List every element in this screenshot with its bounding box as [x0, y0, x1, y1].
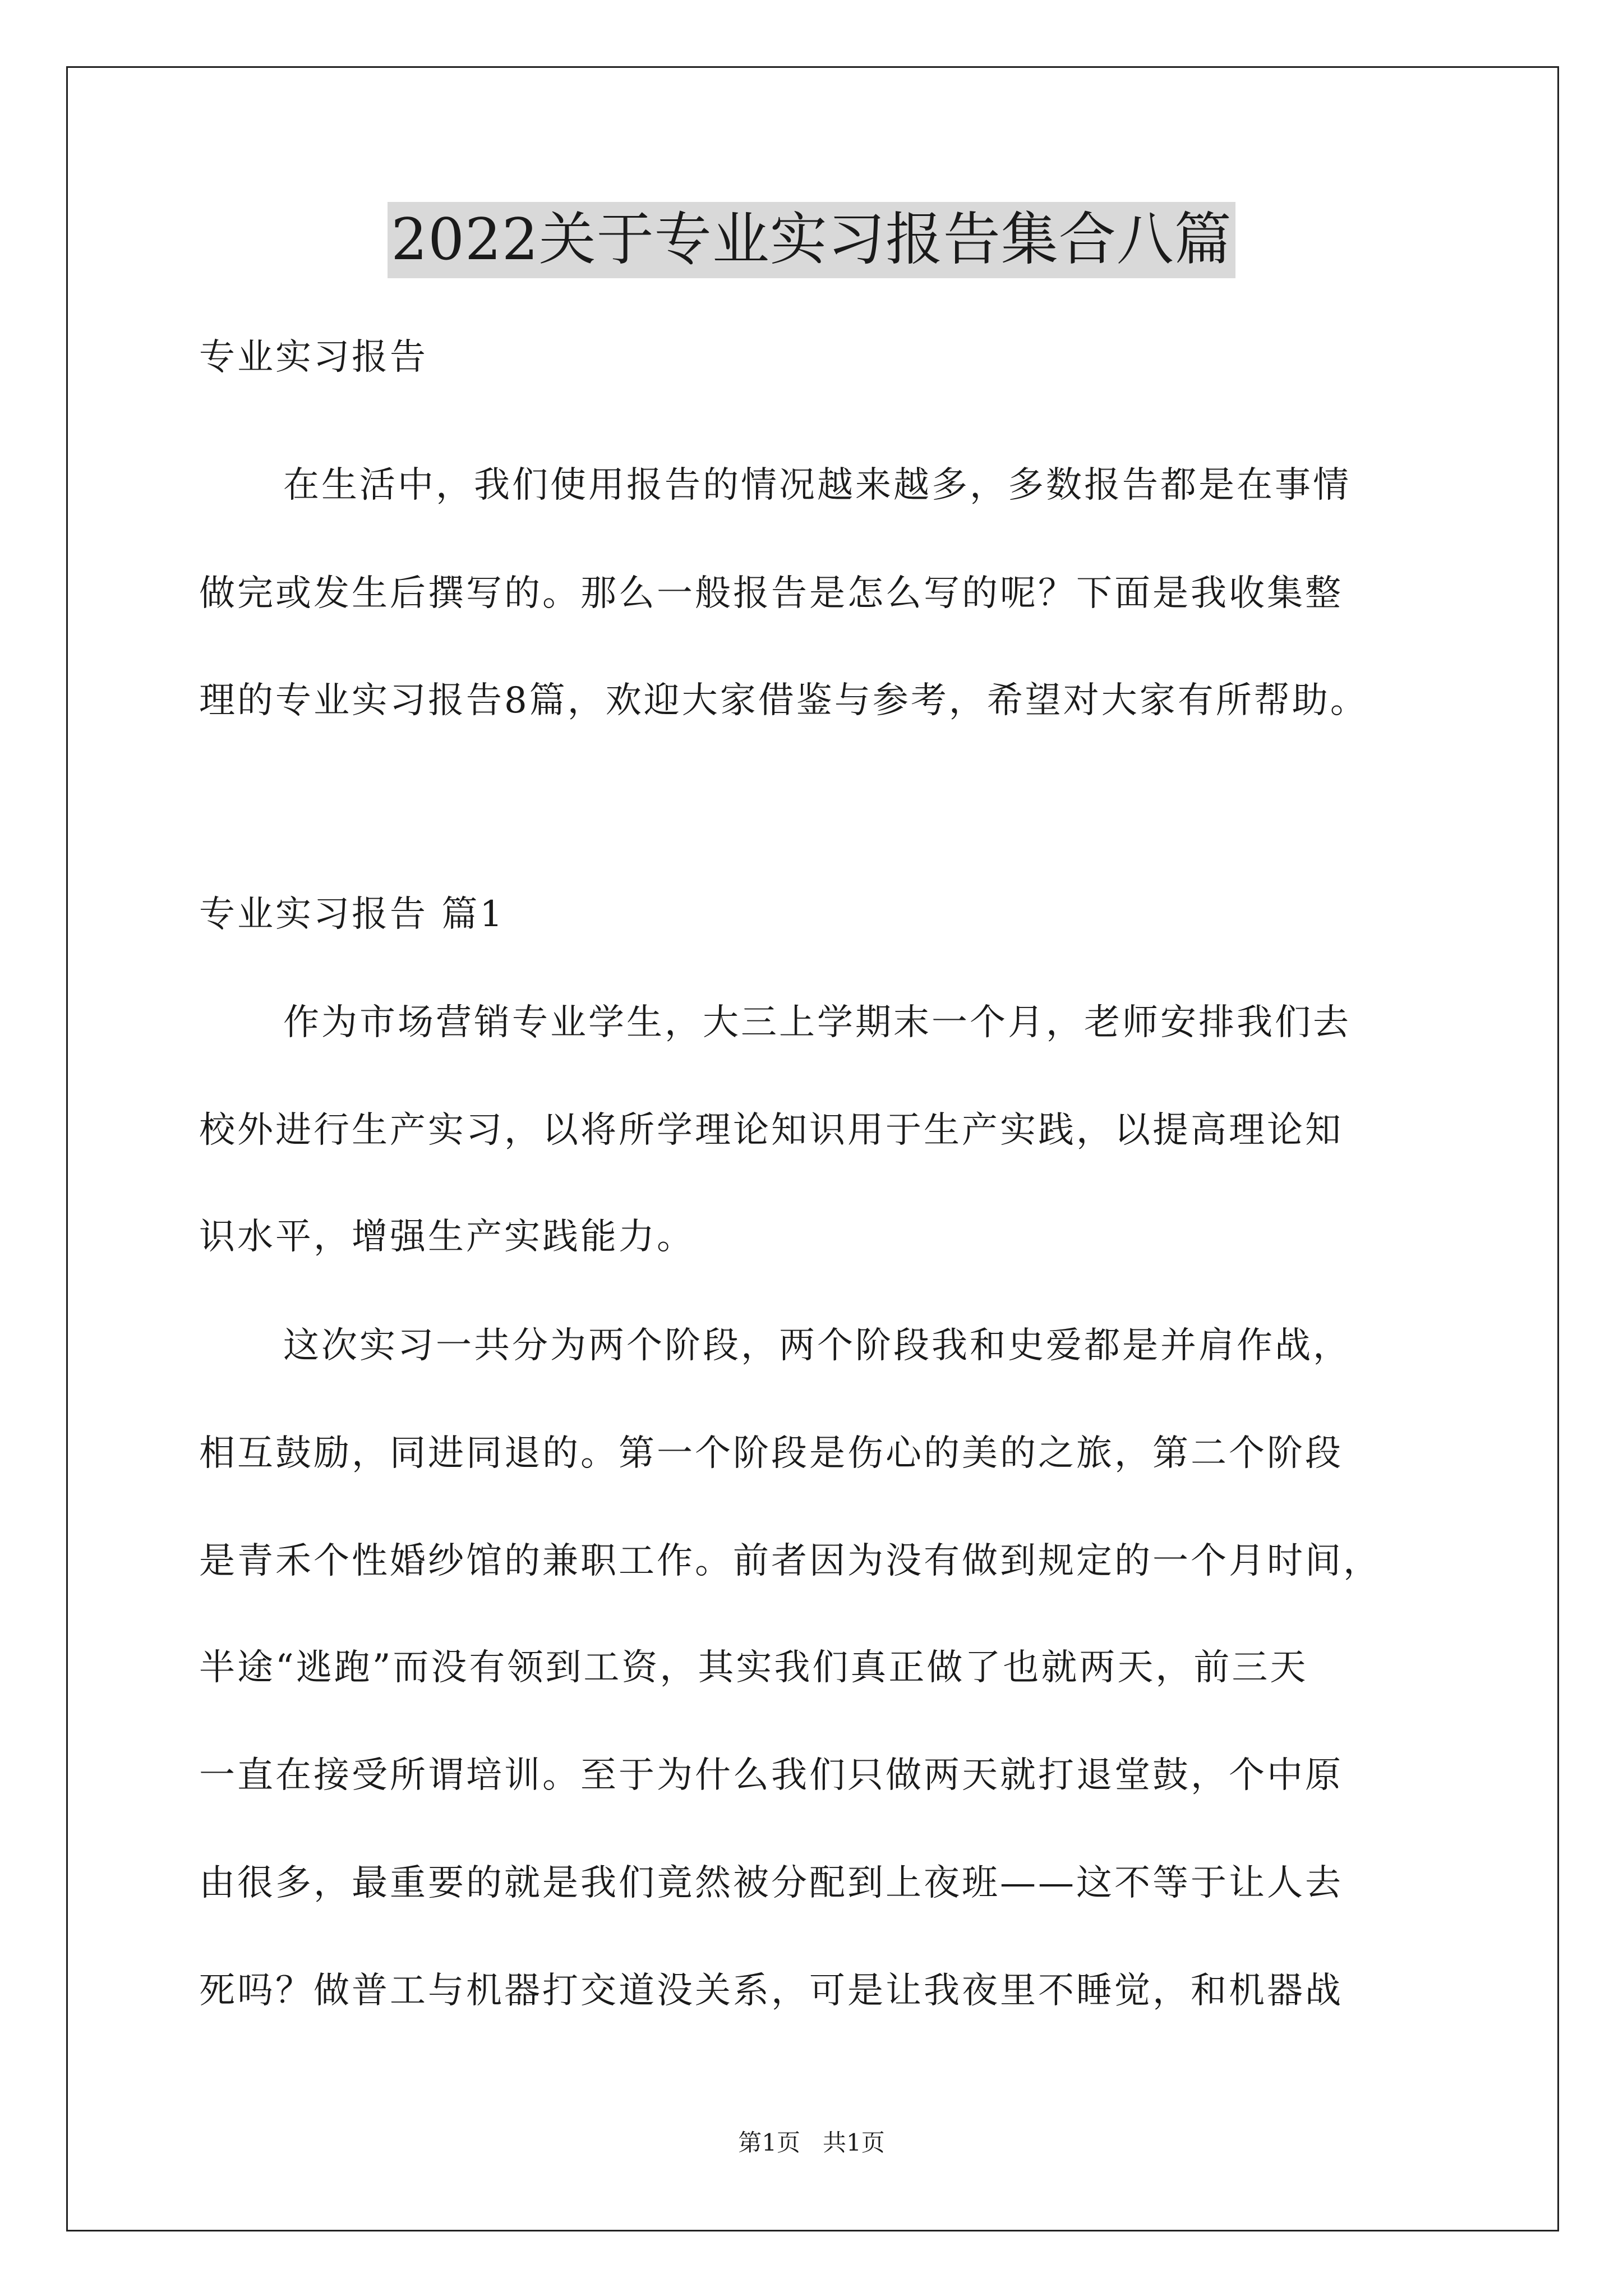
paragraph-line: 校外进行生产实习，以将所学理论知识用于生产实践，以提高理论知 — [199, 1110, 1343, 1151]
paragraph-line: 相互鼓励，同进同退的。第一个阶段是伤心的美的之旅，第二个阶段 — [199, 1433, 1343, 1474]
page-number: 第1页 — [738, 2129, 800, 2156]
intro-line: 做完或发生后撰写的。那么一般报告是怎么写的呢？下面是我收集整 — [199, 573, 1343, 614]
page-footer — [0, 2126, 1623, 2160]
intro-line: 理的专业实习报告8篇，欢迎大家借鉴与参考，希望对大家有所帮助。 — [199, 680, 1368, 721]
intro-heading: 专业实习报告 — [199, 337, 428, 378]
paragraph-line: 是青禾个性婚纱馆的兼职工作。前者因为没有做到规定的一个月时间， — [199, 1540, 1381, 1582]
page-total: 共1页 — [823, 2129, 885, 2156]
section-heading: 专业实习报告 篇1 — [199, 894, 505, 935]
intro-line: 在生活中，我们使用报告的情况越来越多，多数报告都是在事情 — [283, 464, 1351, 506]
paragraph-line: 作为市场营销专业学生，大三上学期末一个月，老师安排我们去 — [283, 1002, 1351, 1043]
paragraph-line: 识水平，增强生产实践能力。 — [199, 1216, 695, 1258]
document-title: 2022关于专业实习报告集合八篇 — [388, 202, 1235, 278]
paragraph-line: 半途“逃跑”而没有领到工资，其实我们真正做了也就两天，前三天 — [199, 1647, 1308, 1688]
title-container — [0, 202, 1623, 278]
paragraph-line: 死吗？做普工与机器打交道没关系，可是让我夜里不睡觉，和机器战 — [199, 1970, 1343, 2012]
paragraph-line: 一直在接受所谓培训。至于为什么我们只做两天就打退堂鼓，个中原 — [199, 1755, 1343, 1796]
paragraph-line: 由很多，最重要的就是我们竟然被分配到上夜班——这不等于让人去 — [199, 1862, 1343, 1904]
paragraph-line: 这次实习一共分为两个阶段，两个阶段我和史爱都是并肩作战， — [283, 1325, 1351, 1366]
